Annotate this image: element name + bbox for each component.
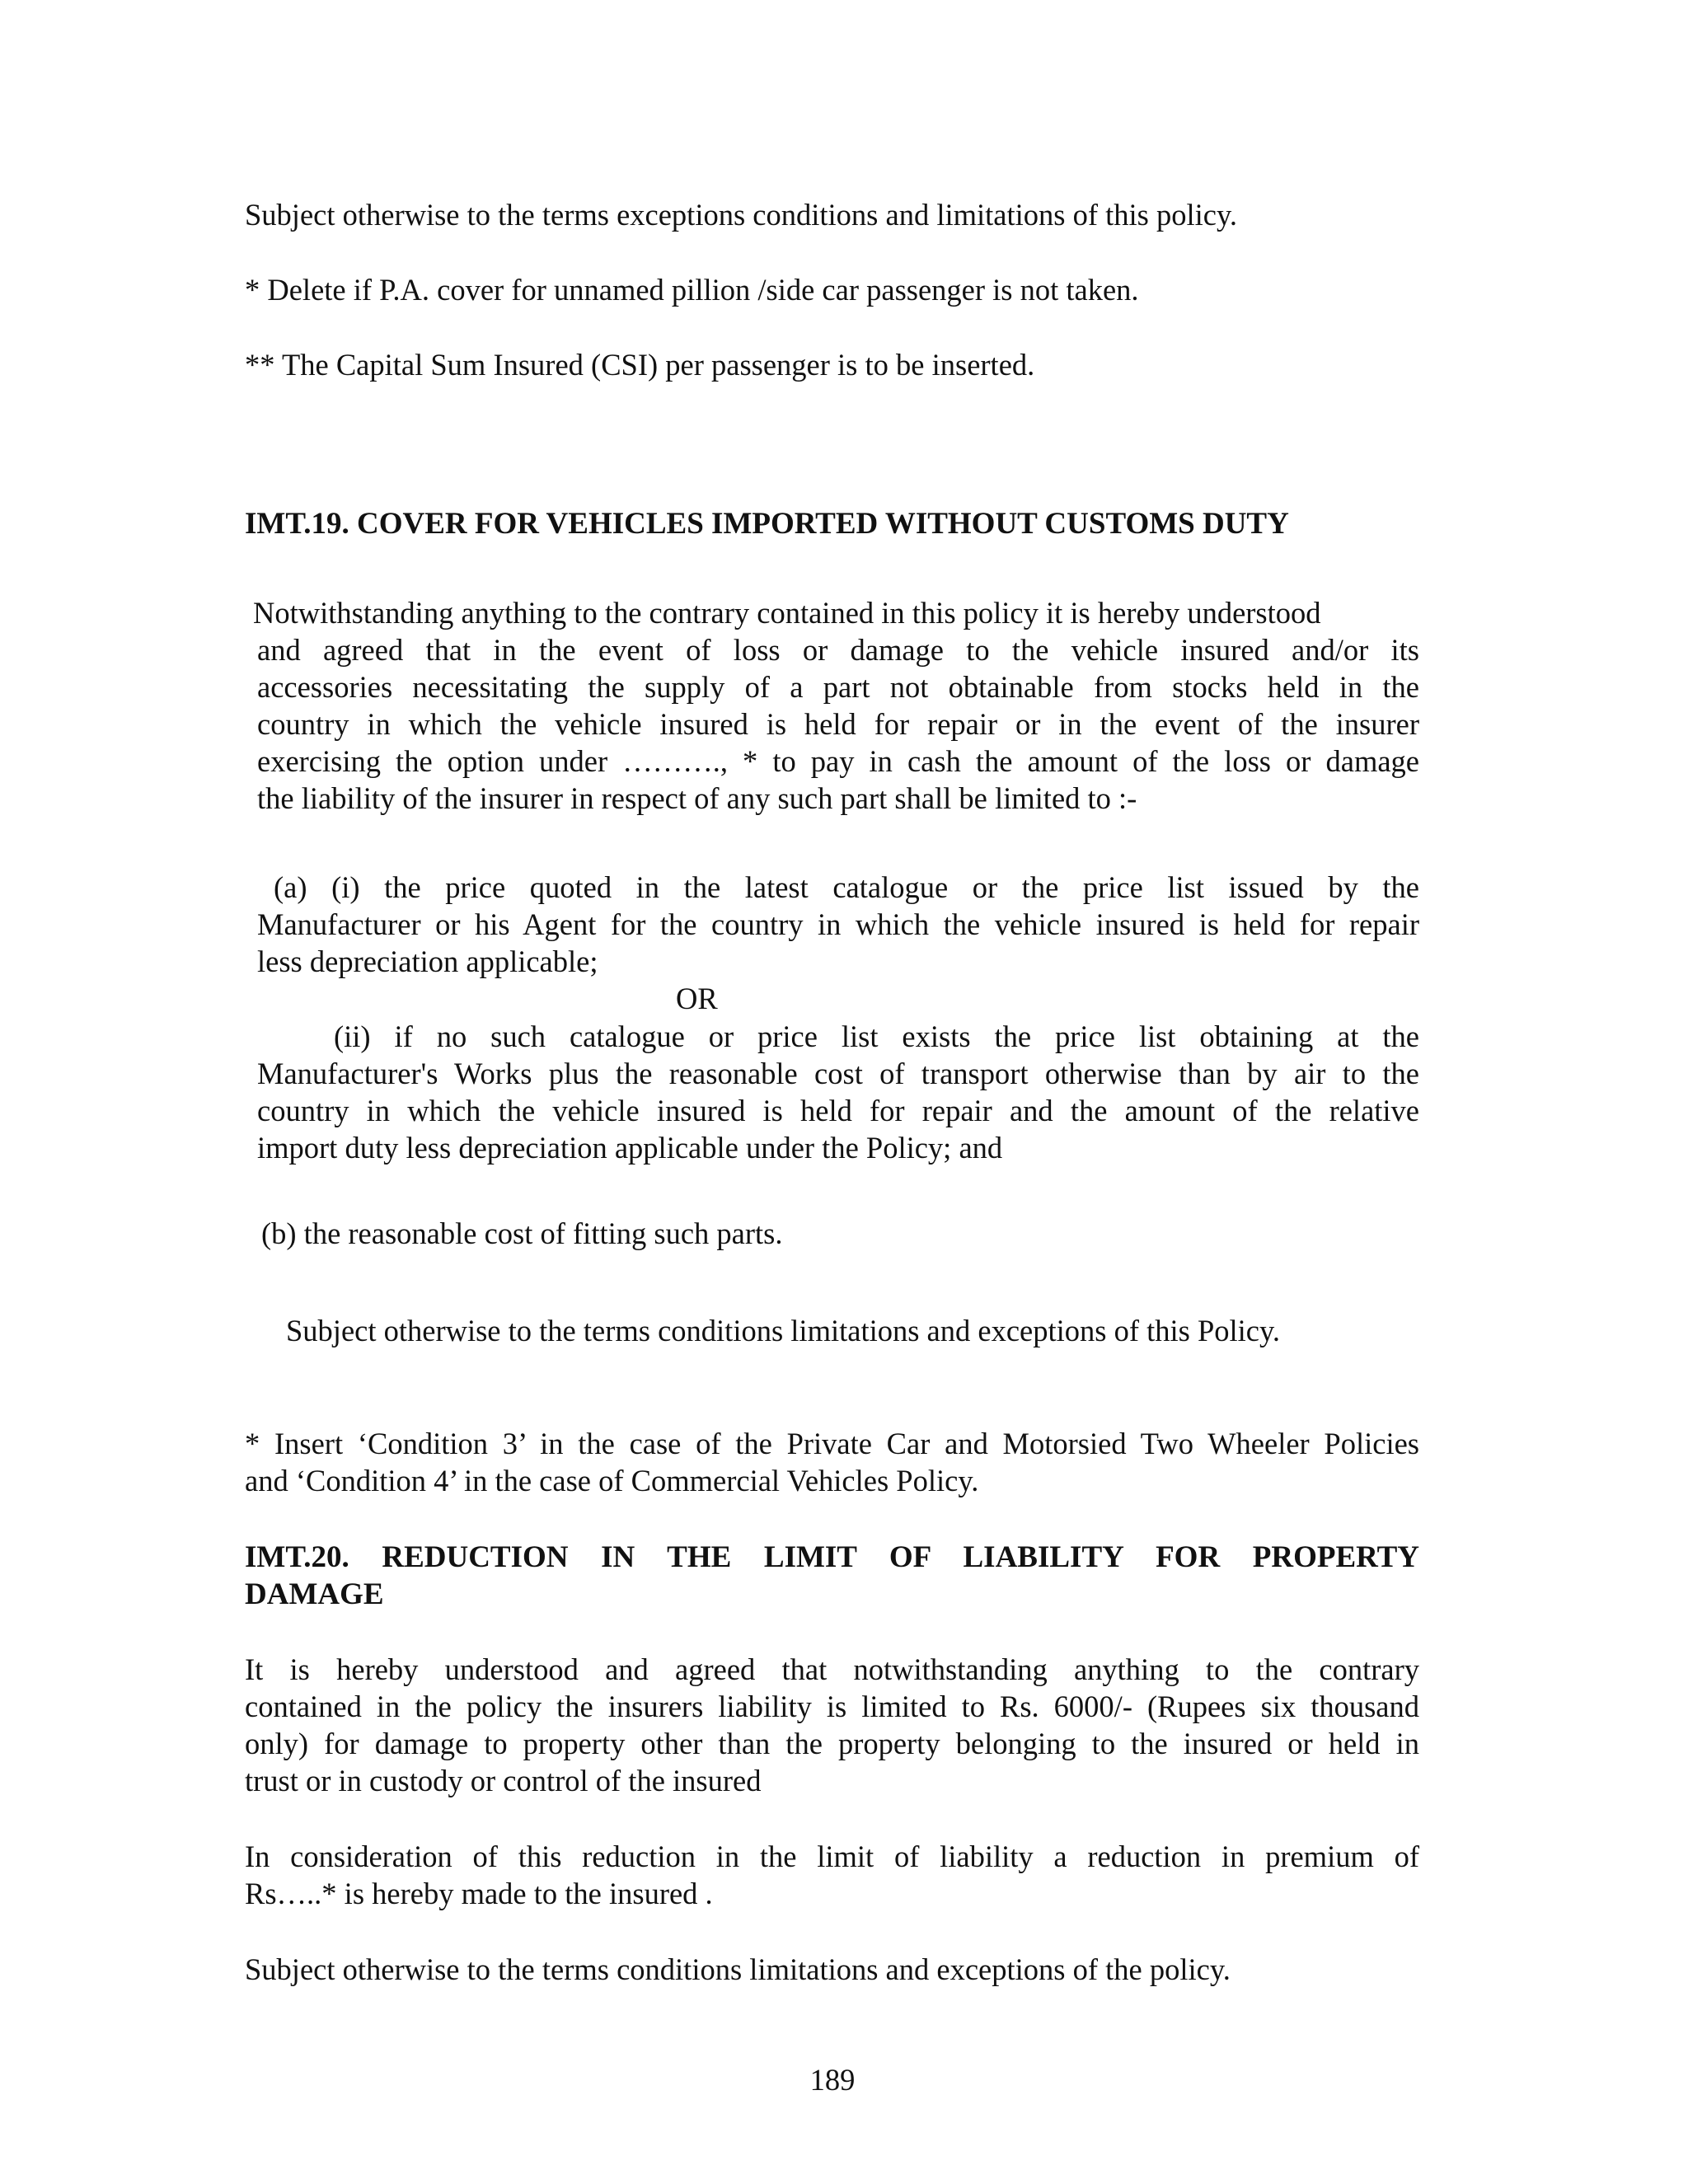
imt20-heading-line-2: DAMAGE (245, 1577, 384, 1611)
imt19-clause-a-ii-line-1: (ii) if no such catalogue or price list exists the price list obtaining at the (334, 1019, 1419, 1053)
imt19-heading: IMT.19. COVER FOR VEHICLES IMPORTED WITHOUT CUSTOMS DUTY (245, 507, 1289, 541)
intro-footnote-csi: ** The Capital Sum Insured (CSI) per passenger is to be inserted. (245, 348, 1035, 382)
imt19-clause-a-i-line-1: (a) (i) the price quoted in the latest catalogue or the price list issued by the (274, 870, 1419, 904)
imt19-clause-a-i-line-3: less depreciation applicable; (257, 944, 598, 978)
imt19-clause-b: (b) the reasonable cost of fitting such parts. (261, 1216, 783, 1250)
imt20-para2-line-2: Rs…..* is hereby made to the insured . (245, 1877, 713, 1910)
imt19-para-line-2: and agreed that in the event of loss or damage to the vehicle insured and/or its (257, 633, 1419, 667)
imt19-para-line-4: country in which the vehicle insured is held for repair or in the event of the insurer (257, 707, 1419, 741)
intro-subject-line: Subject otherwise to the terms exceptions conditions and limitations of this policy. (245, 198, 1237, 232)
imt19-para-line-5: exercising the option under ………., * to pay in cash the amount of the loss or damage (257, 744, 1419, 778)
page-number: 189 (809, 2063, 856, 2097)
imt20-para1-line-1: It is hereby understood and agreed that notwithstanding anything to the contrary (245, 1652, 1419, 1686)
imt20-para1-line-3: only) for damage to property other than the property belonging to the insured or held in (245, 1727, 1419, 1760)
imt19-footnote-line-1: * Insert ‘Condition 3’ in the case of the Private Car and Motorsied Two Wheeler Policies (245, 1427, 1419, 1460)
imt20-para2-line-1: In consideration of this reduction in the limit of liability a reduction in premium of (245, 1840, 1419, 1873)
imt19-or-separator: OR (676, 982, 718, 1015)
imt19-clause-a-ii-line-4: import duty less depreciation applicable under the Policy; and (257, 1131, 1003, 1165)
imt20-para1-line-2: contained in the policy the insurers liability is limited to Rs. 6000/- (Rupees six thousand (245, 1690, 1419, 1723)
imt19-clause-a-ii-line-2: Manufacturer's Works plus the reasonable cost of transport otherwise than by air to the (257, 1057, 1419, 1090)
imt20-para1-line-4: trust or in custody or control of the insured (245, 1764, 762, 1797)
imt19-subject-line: Subject otherwise to the terms conditions limitations and exceptions of this Policy. (286, 1314, 1281, 1347)
imt20-heading-line-1: IMT.20. REDUCTION IN THE LIMIT OF LIABILITY FOR PROPERTY (245, 1540, 1419, 1574)
intro-footnote-pa-cover: * Delete if P.A. cover for unnamed pillion /side car passenger is not taken. (245, 273, 1139, 307)
imt19-clause-a-ii-line-3: country in which the vehicle insured is held for repair and the amount of the relative (257, 1094, 1419, 1127)
imt19-footnote-line-2: and ‘Condition 4’ in the case of Commercial Vehicles Policy. (245, 1464, 979, 1497)
imt20-subject-line: Subject otherwise to the terms conditions limitations and exceptions of the policy. (245, 1952, 1231, 1986)
imt19-clause-a-i-line-2: Manufacturer or his Agent for the country in which the vehicle insured is held for repair (257, 907, 1419, 941)
imt19-para-line-6: the liability of the insurer in respect of any such part shall be limited to :- (257, 781, 1137, 815)
imt19-para-line-3: accessories necessitating the supply of a part not obtainable from stocks held in the (257, 670, 1419, 704)
imt19-para-line-1: Notwithstanding anything to the contrary contained in this policy it is hereby understood (253, 596, 1321, 630)
